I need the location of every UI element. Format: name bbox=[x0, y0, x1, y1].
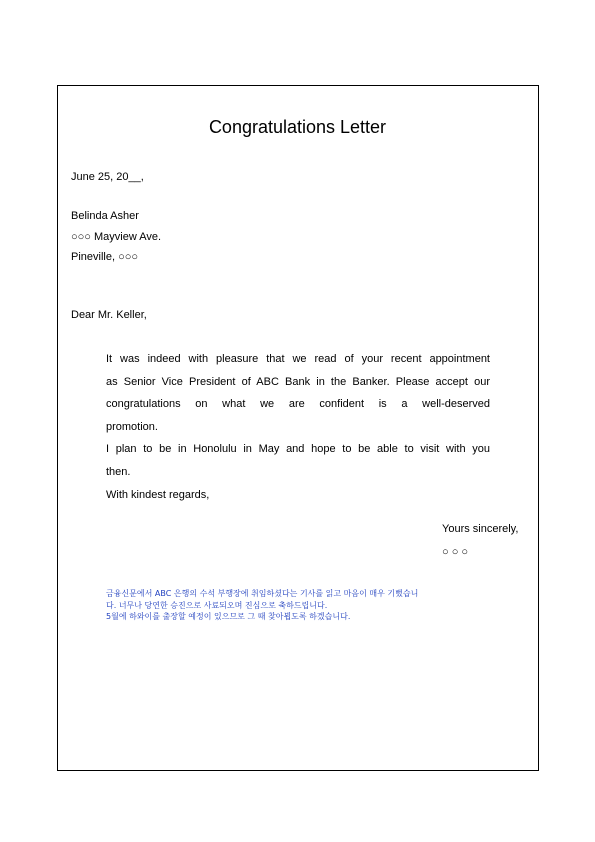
closing: Yours sincerely, bbox=[442, 523, 519, 535]
salutation: Dear Mr. Keller, bbox=[71, 309, 147, 321]
note-line: 다. 너무나 당연한 승진으로 사료되오며 진심으로 축하드립니다. bbox=[106, 600, 328, 610]
note-line: 금융신문에서 ABC 은행의 수석 부행장에 취임하셨다는 기사를 읽고 마음이 매우 기뻤습니 bbox=[106, 589, 419, 598]
letter-title: Congratulations Letter bbox=[208, 117, 387, 137]
body-line: promotion. bbox=[106, 420, 158, 433]
body-line: congratulations on what we are confident is a well-deserved bbox=[106, 398, 490, 411]
recipient-city: Pineville, ○○○ bbox=[71, 251, 139, 263]
body-line: It was indeed with pleasure that we read of your recent appointment bbox=[106, 353, 490, 365]
body-line: then. bbox=[106, 465, 131, 478]
body-line: as Senior Vice President of ABC Bank in the Banker. Please accept our bbox=[106, 375, 490, 388]
body-line: With kindest regards, bbox=[106, 488, 210, 501]
recipient-street: ○○○ Mayview Ave. bbox=[71, 231, 162, 243]
body-line: I plan to be in Honolulu in May and hope to be able to visit with you bbox=[106, 443, 490, 456]
note-line: 5월에 하와이를 출장할 예정이 있으므로 그 때 찾아뵙도록 하겠습니다. bbox=[106, 612, 351, 621]
letter-date: June 25, 20__, bbox=[71, 171, 144, 183]
signature-block bbox=[442, 522, 518, 559]
korean-translation-note bbox=[106, 588, 492, 623]
recipient-name: Belinda Asher bbox=[71, 210, 139, 222]
signature-name: ○ ○ ○ bbox=[442, 546, 469, 558]
letter-body bbox=[106, 348, 490, 506]
